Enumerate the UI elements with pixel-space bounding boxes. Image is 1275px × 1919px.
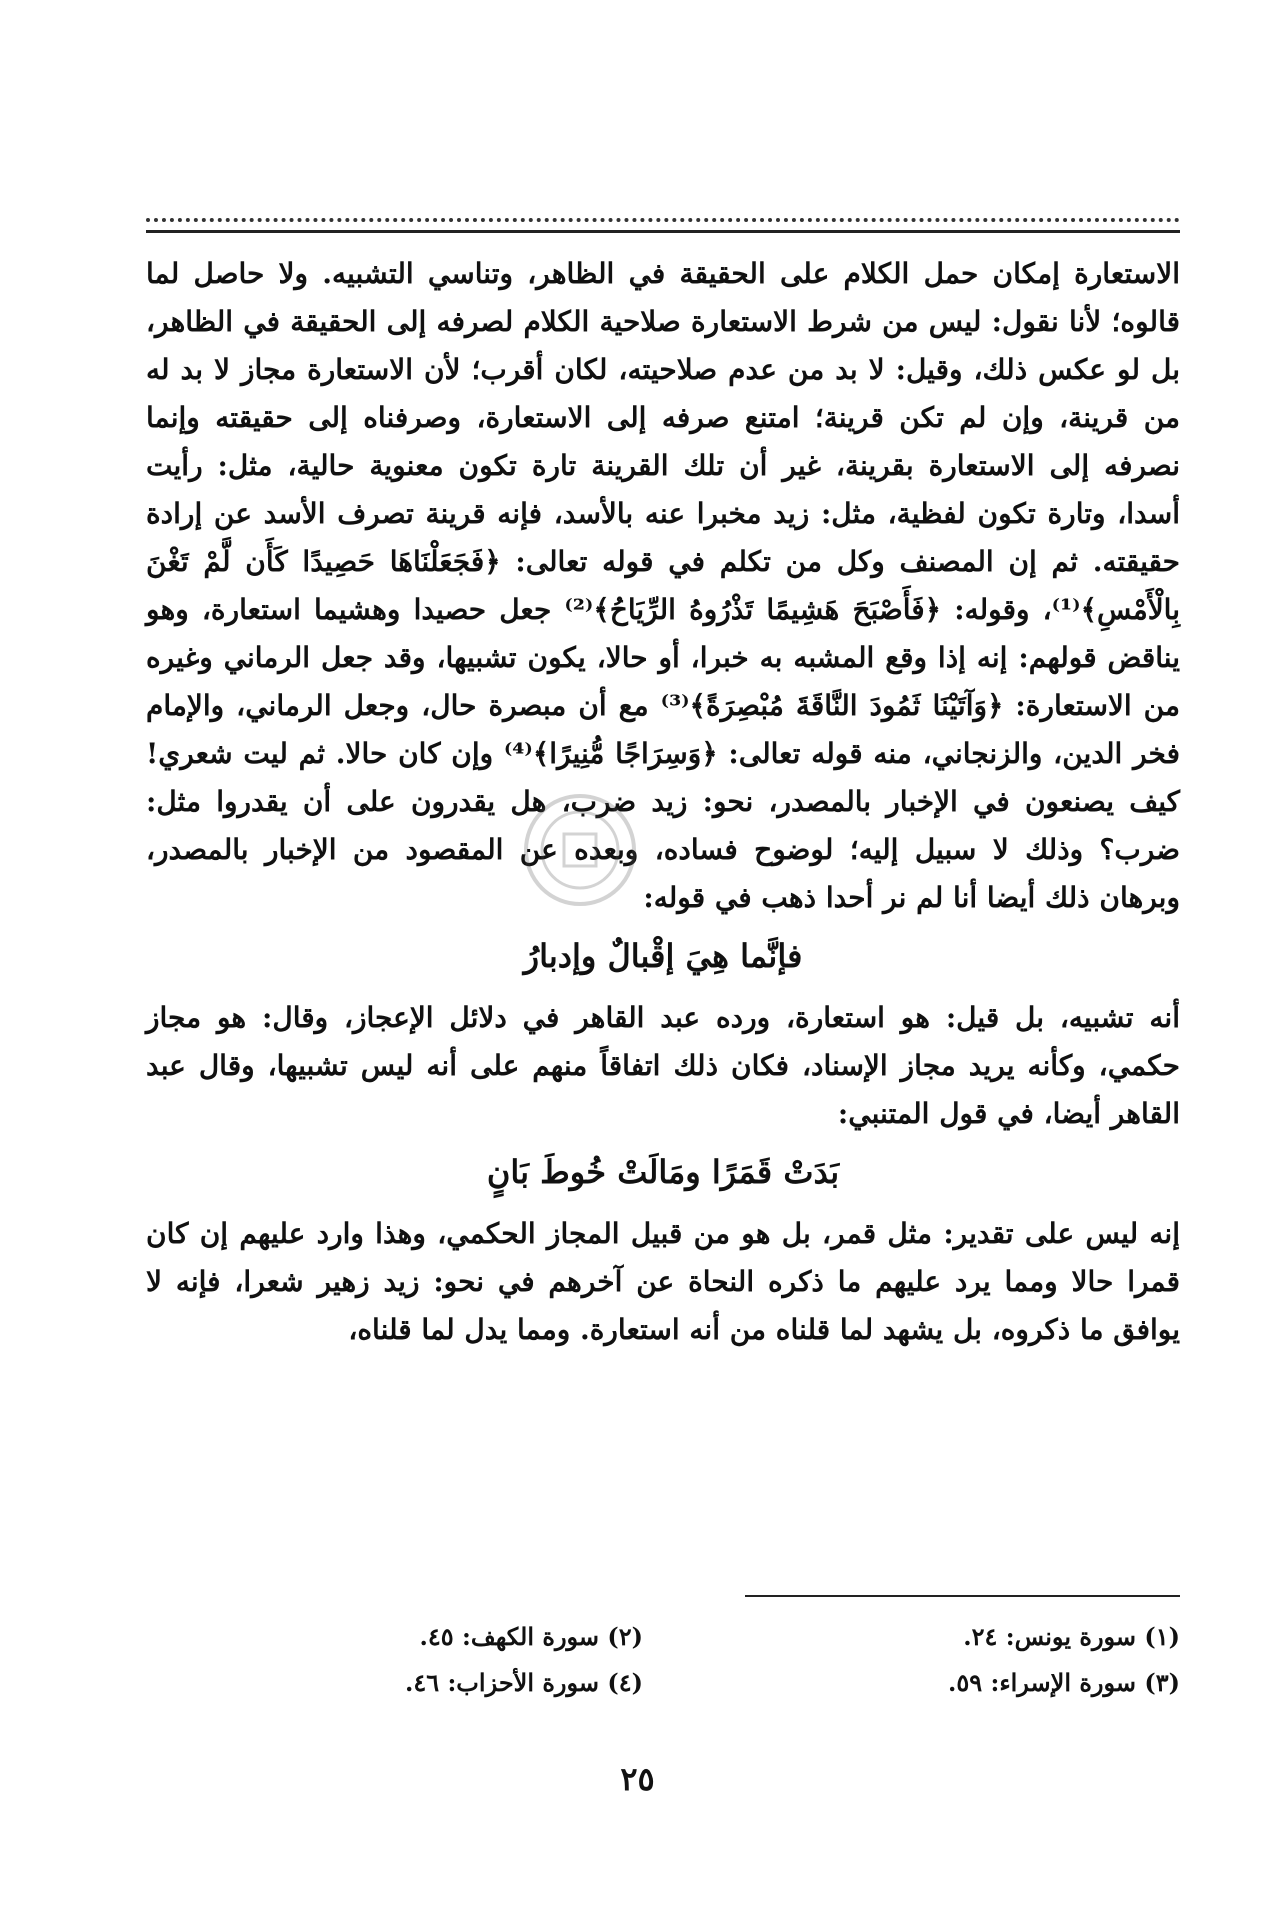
verse-2: بَدَتْ قَمَرًا ومَالَتْ خُوطَ بَانٍ bbox=[486, 1153, 840, 1191]
footnote-3: (٣) سورة الإسراء: ٥٩. bbox=[947, 1668, 1180, 1697]
footnote-4: (٤) سورة الأحزاب: ٤٦. bbox=[404, 1668, 643, 1697]
footnote-rule bbox=[745, 1595, 1180, 1597]
footnotes bbox=[146, 1620, 1180, 1700]
verse-1: فإنَّما هِيَ إقْبالٌ وإدبارُ bbox=[523, 937, 803, 975]
page-number: ٢٥ bbox=[620, 1760, 655, 1798]
paragraph-2: أنه تشبيه، بل قيل: هو استعارة، ورده عبد القاهر في دلائل الإعجاز، وقال: هو مجاز حكمي، وكأنه يريد مجاز الإسناد، فكان ذلك اتفاقاً منهم على أنه ليس تشبيها، وقال عبد القاهر أيضا، في قول المتنبي: bbox=[146, 1001, 1180, 1130]
paragraph-3: إنه ليس على تقدير: مثل قمر، بل هو من قبيل المجاز الحكمي، وهذا وارد عليهم إن كان قمرا حالا ومما يرد عليهم ما ذكره النحاة عن آخرهم في نحو: زيد زهير شعرا، فإنه لا يوافق ما ذكروه، بل يشهد لما قلناه من أنه استعارة. ومما يدل لما قلناه، bbox=[146, 1217, 1180, 1346]
header-solid-rule bbox=[146, 230, 1180, 233]
library-stamp-icon bbox=[520, 790, 640, 910]
footnote-1: (١) سورة يونس: ٢٤. bbox=[963, 1622, 1180, 1651]
body-text bbox=[146, 250, 1180, 1354]
header-dotted-rule bbox=[146, 218, 1180, 222]
paragraph-1: الاستعارة إمكان حمل الكلام على الحقيقة في الظاهر، وتناسي التشبيه. ولا حاصل لما قالوه؛ لأنا نقول: ليس من شرط الاستعارة صلاحية الكلام لصرفه إلى الحقيقة في الظاهر، بل لو عكس ذلك، وقيل: لا بد من عدم صلاحيته، لكان أقرب؛ لأن الاستعارة مجاز لا بد له من قرينة، وإن لم تكن قرينة؛ امتنع صرفه إلى الاستعارة، وصرفناه إلى حقيقته وإنما نصرفه إلى الاستعارة بقرينة، غير أن تلك القرينة تارة تكون معنوية حالية، مثل: رأيت أسدا، وتارة تكون لفظية، مثل: زيد مخبرا عنه بالأسد، فإنه قرينة تصرف الأسد عن إرادة حقيقته. ثم إن المصنف وكل من تكلم في قوله تعالى: ﴿فَجَعَلْنَاهَا حَصِيدًا كَأَن لَّمْ تَغْنَ بِالْأَمْسِ﴾⁽¹⁾، وقوله: ﴿فَأَصْبَحَ هَشِيمًا تَذْرُوهُ الرِّيَاحُ﴾⁽²⁾ جعل حصيدا وهشيما استعارة، وهو يناقض قولهم: إنه إذا وقع المشبه به خبرا، أو حالا، يكون تشبيها، وقد جعل الرماني وغيره من الاستعارة: ﴿وَآتَيْنَا ثَمُودَ النَّاقَةَ مُبْصِرَةً﴾⁽³⁾ مع أن مبصرة حال، وجعل الرماني، والإمام فخر الدين، والزنجاني، منه قوله تعالى: ﴿وَسِرَاجًا مُّنِيرًا﴾⁽⁴⁾ وإن كان حالا. ثم ليت شعري! كيف يصنعون في الإخبار بالمصدر، نحو: زيد ضرب، هل يقدرون على أن يقدروا مثل: ضرب؟ وذلك لا سبيل إليه؛ لوضوح فساده، وبعده عن المقصود من الإخبار بالمصدر، وبرهان ذلك أيضا أنا لم نر أحدا ذهب في قوله: bbox=[146, 257, 1181, 914]
footnote-2: (٢) سورة الكهف: ٤٥. bbox=[419, 1622, 643, 1651]
